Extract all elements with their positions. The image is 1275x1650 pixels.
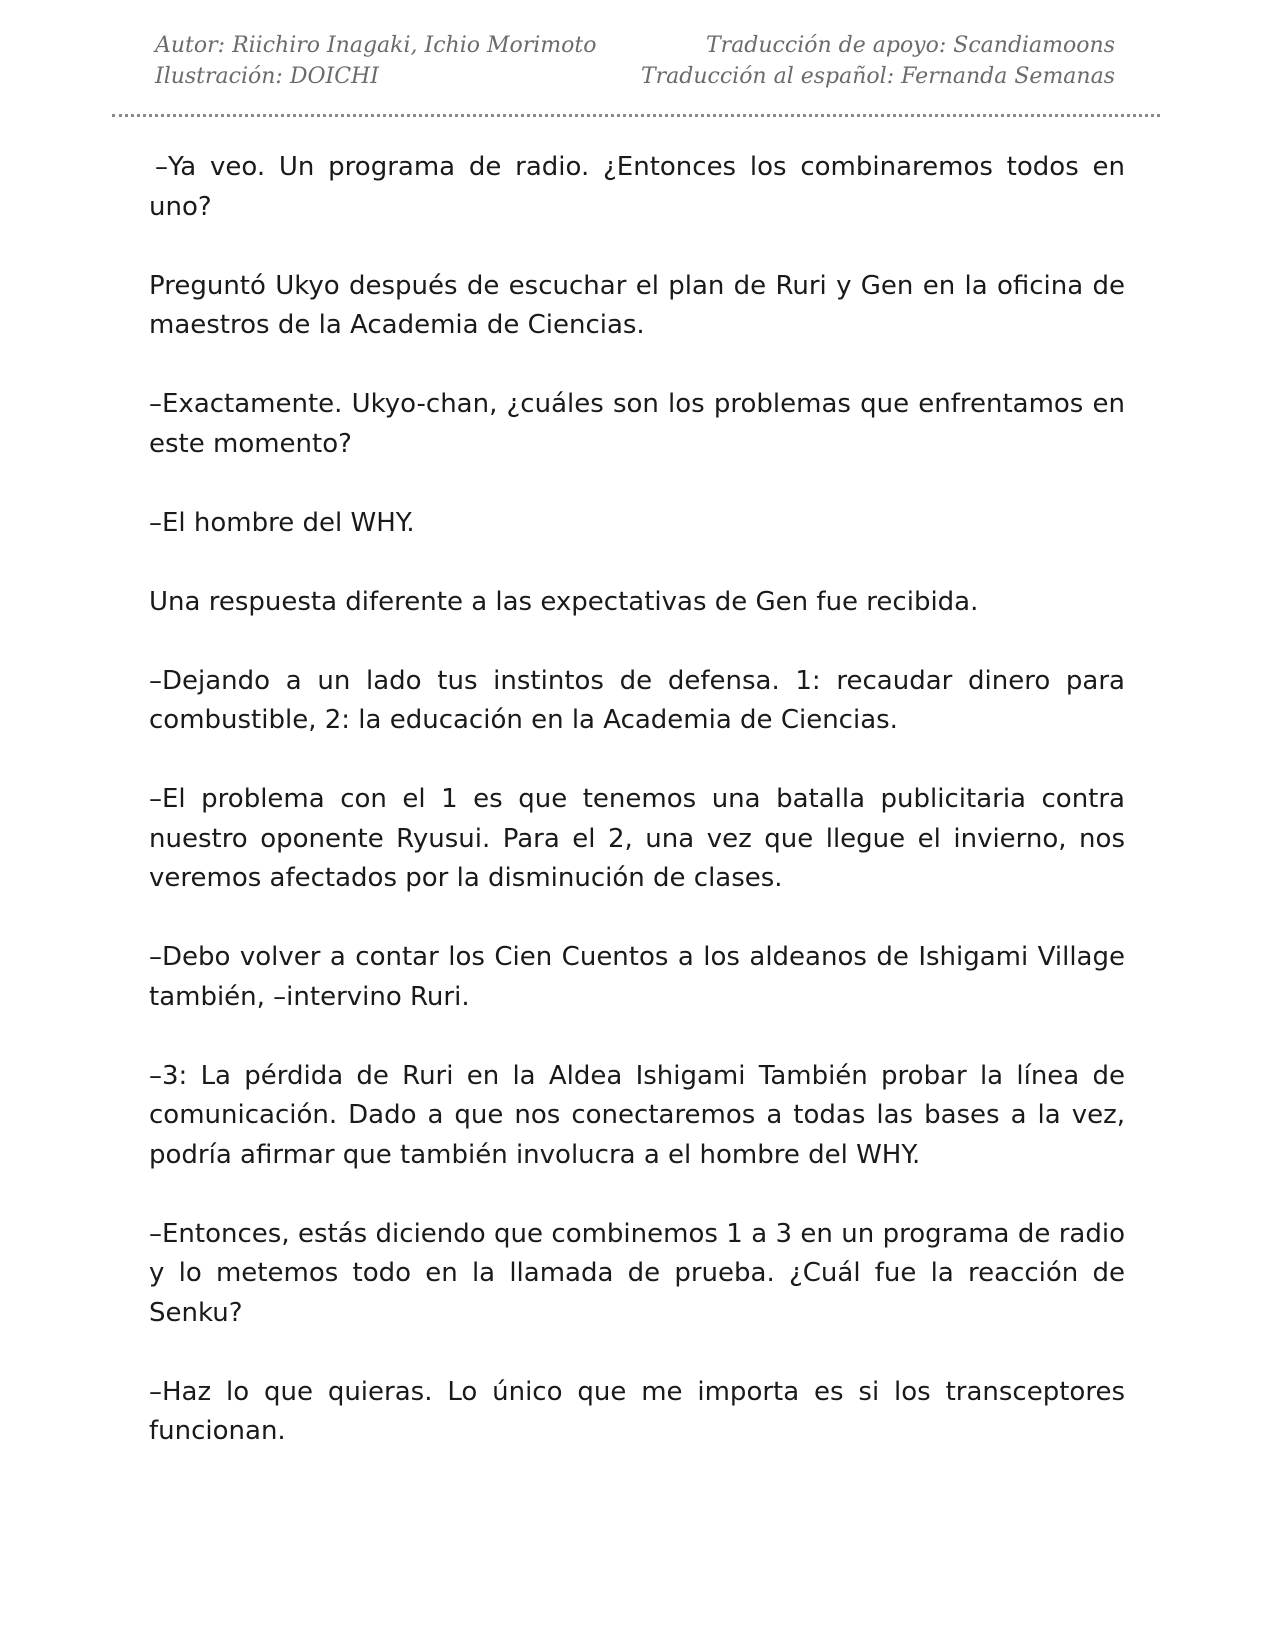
paragraph: –El hombre del WHY. [149, 507, 415, 538]
illustration-credit: Ilustración: DOICHI [155, 64, 379, 89]
paragraph: Una respuesta diferente a las expectativas de Gen fue recibida. [149, 586, 979, 617]
paragraph: –Haz lo que quieras. Lo único que me importa es si los transceptores funcionan. [149, 1376, 1125, 1446]
dotted-divider [112, 114, 1160, 117]
header-credits-right [641, 30, 1115, 92]
spanish-translation-credit: Traducción al español: Fernanda Semanas [640, 64, 1115, 89]
page-header [155, 30, 1115, 94]
support-translation-credit: Traducción de apoyo: Scandiamoons [706, 33, 1115, 58]
paragraph: –Ya veo. Un programa de radio. ¿Entonces los combinaremos todos en uno? [149, 152, 1125, 222]
author-credit: Autor: Riichiro Inagaki, Ichio Morimoto [155, 33, 597, 58]
paragraph: –Debo volver a contar los Cien Cuentos a los aldeanos de Ishigami Village también, –intervino Ruri. [149, 942, 1125, 1012]
paragraph: –El problema con el 1 es que tenemos una batalla publicitaria contra nuestro oponente Ryusui. Para el 2, una vez que llegue el invierno, nos veremos afectados por la disminución de clases. [149, 784, 1125, 893]
paragraph: –Exactamente. Ukyo-chan, ¿cuáles son los problemas que enfrentamos en este momento? [149, 389, 1125, 459]
paragraph: –Entonces, estás diciendo que combinemos 1 a 3 en un programa de radio y lo metemos todo en la llamada de prueba. ¿Cuál fue la reacción de Senku? [149, 1218, 1125, 1328]
paragraph: –3: La pérdida de Ruri en la Aldea Ishigami También probar la línea de comunicación. Dado a que nos conectaremos a todas las bases a la vez, podría afirmar que también involucra a el hombre del WHY. [149, 1060, 1125, 1170]
body-text [149, 148, 1125, 1491]
paragraph: –Dejando a un lado tus instintos de defensa. 1: recaudar dinero para combustible, 2: la educación en la Academia de Ciencias. [149, 665, 1125, 735]
header-credits-left [155, 30, 596, 92]
paragraph: Preguntó Ukyo después de escuchar el plan de Ruri y Gen en la oficina de maestros de la Academia de Ciencias. [149, 270, 1125, 340]
